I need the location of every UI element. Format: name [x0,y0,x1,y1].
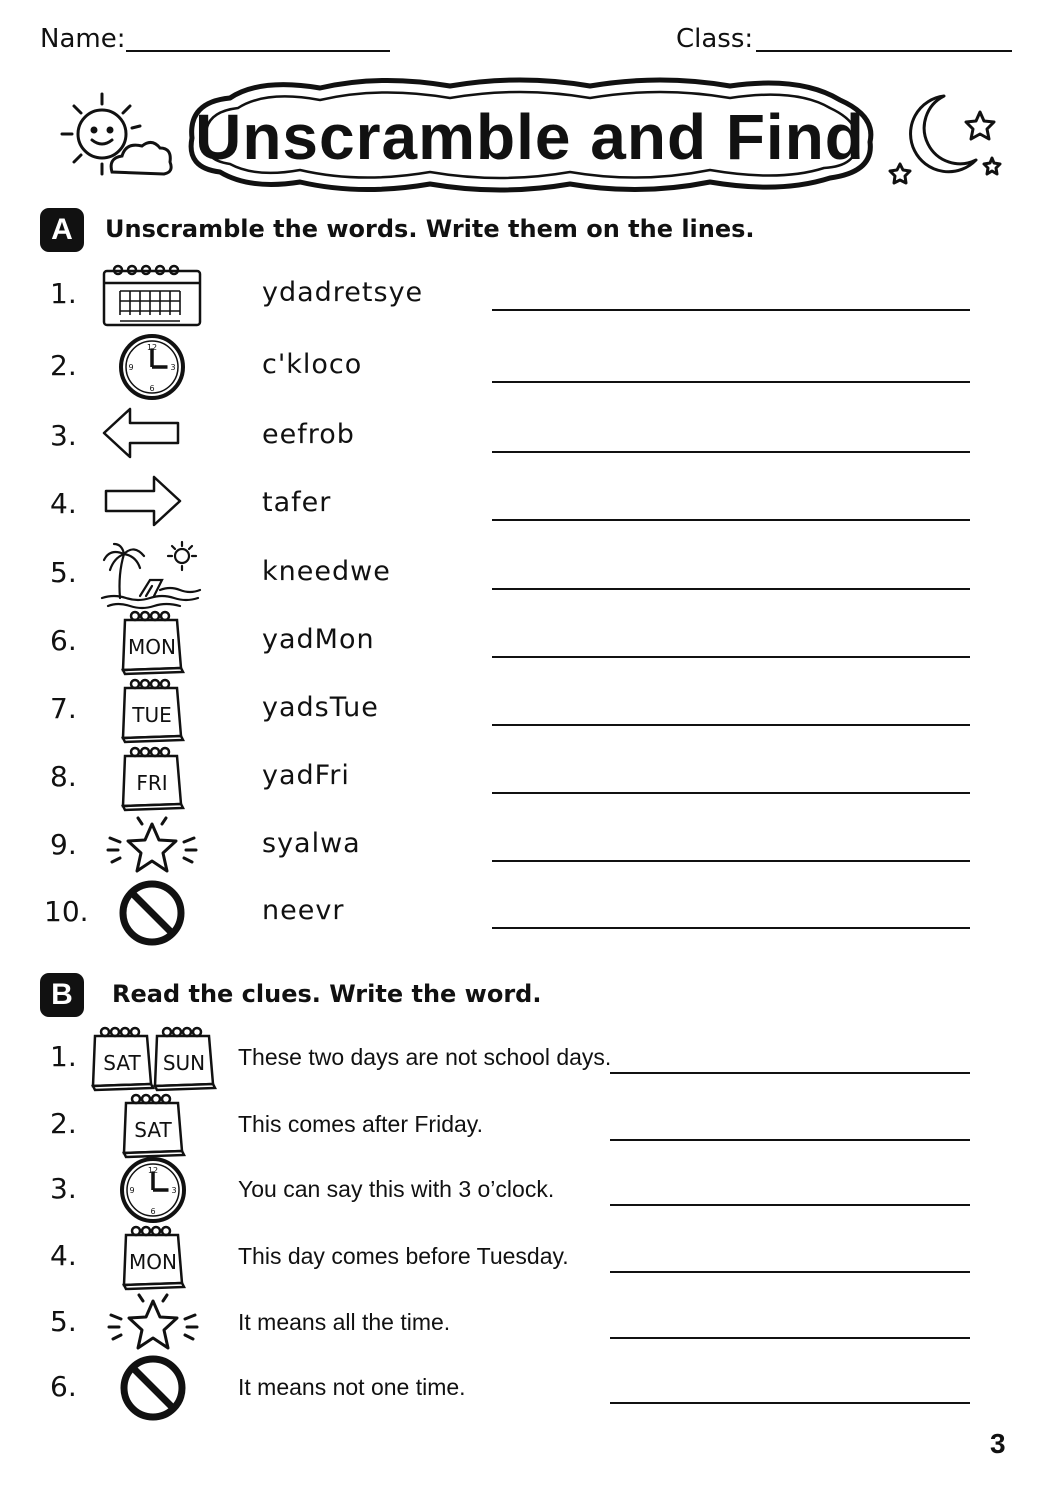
list-item [0,538,1055,610]
calendar-day-label: MON [129,1250,177,1274]
list-item [0,1223,1055,1291]
clue-text: It means all the time. [238,1309,451,1335]
clue-text: It means not one time. [238,1374,466,1400]
item-number: 9. [50,828,77,861]
item-number: 6. [50,1370,77,1403]
list-item [0,1024,1055,1092]
section-a-instruction: Unscramble the words. Write them on the lines. [105,215,755,243]
no-sign-icon [100,879,204,947]
list-item [0,742,1055,814]
star-icon [92,1289,214,1357]
svg-text:9: 9 [128,363,134,372]
calendar-day-icon [100,608,204,676]
item-number: 3. [50,419,77,452]
item-number: 7. [50,692,77,725]
name-field[interactable] [126,50,390,52]
list-item [0,1289,1055,1357]
clue-text: These two days are not school days. [238,1044,612,1070]
calendar-day-icon [100,676,204,744]
page-title: Unscramble and Find [195,101,865,173]
answer-line[interactable] [492,309,970,311]
calendar-day-icon [92,1024,214,1092]
svg-text:6: 6 [149,384,155,393]
answer-line[interactable] [610,1072,970,1074]
scrambled-word: kneedwe [262,556,391,587]
item-number: 5. [50,556,77,589]
answer-line[interactable] [492,588,970,590]
answer-line[interactable] [610,1271,970,1273]
svg-text:6: 6 [150,1207,156,1216]
calendar-day-icon [92,1091,214,1159]
answer-line[interactable] [610,1139,970,1141]
scrambled-word: ydadretsye [262,277,424,308]
answer-line[interactable] [492,927,970,929]
item-number: 3. [50,1172,77,1205]
list-item [0,606,1055,678]
item-number: 2. [50,1107,77,1140]
clock-icon [92,1156,214,1224]
svg-text:3: 3 [170,363,176,372]
svg-text:12: 12 [146,343,158,352]
calendar-day-label: SAT [103,1051,141,1075]
calendar-day-label: SUN [162,1051,206,1075]
answer-line[interactable] [610,1337,970,1339]
answer-line[interactable] [492,381,970,383]
list-item [0,331,1055,403]
answer-line[interactable] [610,1402,970,1404]
page-number: 3 [990,1428,1006,1459]
answer-line[interactable] [492,860,970,862]
scrambled-word: yadsTue [262,692,379,723]
section-b-instruction: Read the clues. Write the word. [112,980,542,1008]
svg-text:9: 9 [129,1186,135,1195]
answer-line[interactable] [492,519,970,521]
clue-text: This day comes before Tuesday. [238,1243,569,1269]
name-label: Name: [40,24,126,54]
list-item [0,674,1055,746]
answer-line[interactable] [610,1204,970,1206]
svg-text:3: 3 [171,1186,177,1195]
list-item [0,1091,1055,1159]
clock-icon [100,333,204,401]
item-number: 4. [50,1239,77,1272]
answer-line[interactable] [492,451,970,453]
clue-text: This comes after Friday. [238,1111,483,1137]
item-number: 6. [50,624,77,657]
calendar-day-icon [92,1223,214,1291]
moon-stars-icon [884,88,1014,198]
star-icon [100,812,204,880]
calendar-day-label: FRI [136,771,168,795]
section-a-badge: A [40,208,84,252]
scrambled-word: yadFri [262,760,350,791]
list-item [0,469,1055,541]
beach-icon [100,540,204,608]
answer-line[interactable] [492,792,970,794]
left-arrow-icon [100,403,204,471]
calendar-day-icon [100,744,204,812]
sun-cloud-icon [50,86,180,186]
scrambled-word: yadMon [262,624,375,655]
item-number: 4. [50,487,77,520]
scrambled-word: eefrob [262,419,355,450]
right-arrow-icon [100,471,204,539]
list-item [0,810,1055,882]
item-number: 8. [50,760,77,793]
answer-line[interactable] [492,656,970,658]
item-number: 1. [50,1040,77,1073]
scrambled-word: c'kloco [262,349,363,380]
item-number: 1. [50,277,77,310]
list-item [0,877,1055,949]
class-field[interactable] [756,50,1012,52]
calendar-day-label: MON [128,635,176,659]
item-number: 10. [44,895,89,928]
calendar-icon [100,261,204,329]
list-item [0,1156,1055,1224]
class-label: Class: [676,24,754,54]
item-number: 2. [50,349,77,382]
scrambled-word: neevr [262,895,345,926]
list-item [0,401,1055,473]
section-b-badge: B [40,973,84,1017]
calendar-day-label: SAT [134,1118,172,1142]
item-number: 5. [50,1305,77,1338]
scrambled-word: syalwa [262,828,361,859]
answer-line[interactable] [492,724,970,726]
no-sign-icon [92,1354,214,1422]
list-item [0,1354,1055,1422]
calendar-day-label: TUE [132,703,172,727]
list-item [0,259,1055,331]
clue-text: You can say this with 3 o’clock. [238,1176,555,1202]
svg-text:12: 12 [147,1166,159,1175]
scrambled-word: tafer [262,487,332,518]
